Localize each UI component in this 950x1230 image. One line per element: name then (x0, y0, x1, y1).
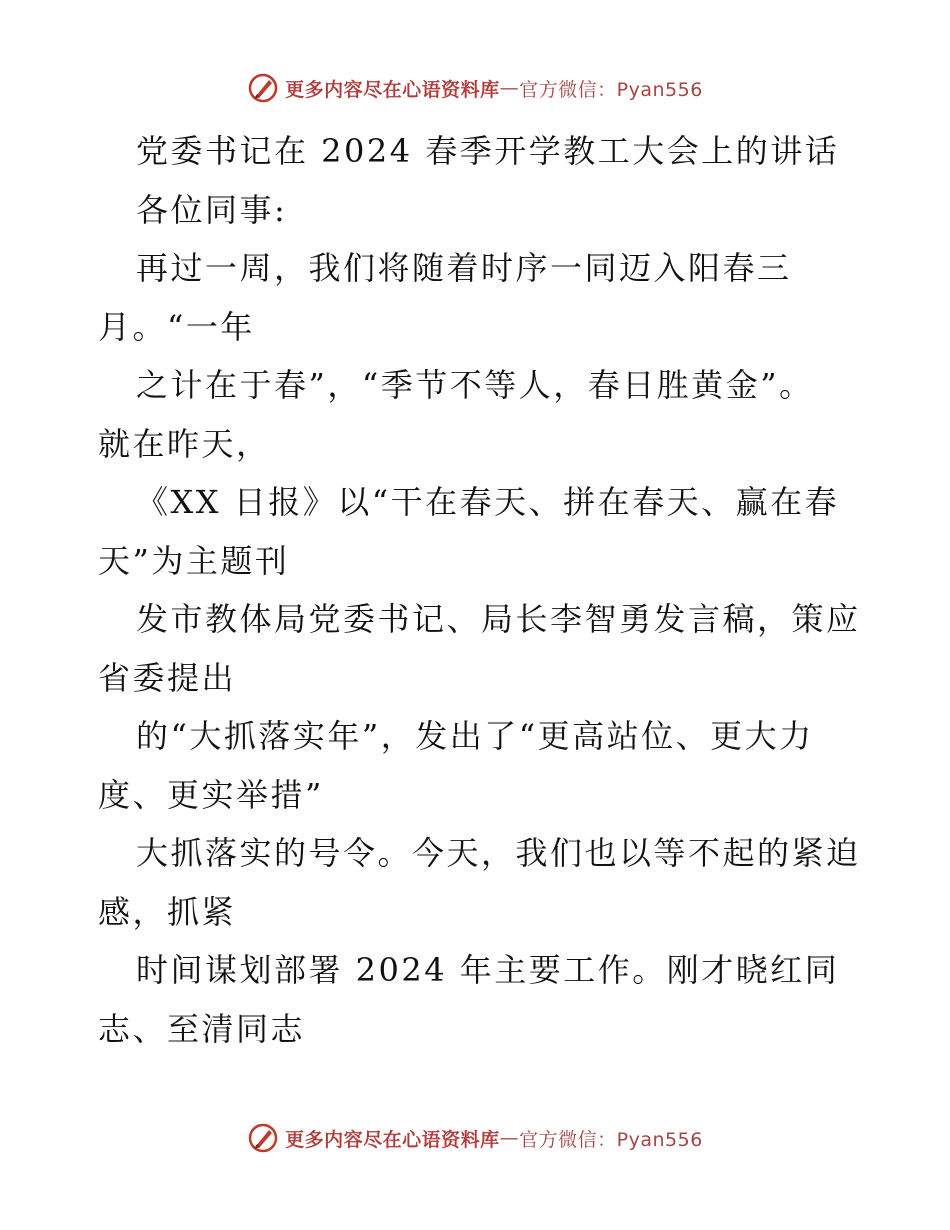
document-line: 就在昨天， (98, 424, 271, 463)
banner-brand-text: 更多内容尽在心语资料库 (285, 1128, 500, 1151)
document-line: 之计在于春”，“季节不等人，春日胜黄金”。 (136, 366, 814, 404)
banner-separator: — (499, 1127, 520, 1149)
document-title-line: 党委书记在 2024 春季开学教工大会上的讲话 (136, 132, 840, 170)
document-line: 志、至清同志 (98, 1009, 306, 1048)
document-line: 《XX 日报》以“干在春天、拼在春天、赢在春 (136, 483, 840, 521)
document-line: 时间谋划部署 2024 年主要工作。刚才晓红同 (136, 951, 840, 989)
footer-watermark (0, 1122, 950, 1154)
banner-brand-text: 更多内容尽在心语资料库 (285, 78, 500, 101)
document-line: 发市教体局党委书记、局长李智勇发言稿，策应 (136, 600, 861, 638)
banner-separator: — (499, 77, 520, 99)
banner-contact-text: 官方微信：Pyan556 (519, 78, 703, 101)
document-line: 的“大抓落实年”，发出了“更高站位、更大力 (136, 717, 814, 755)
document-line: 省委提出 (98, 658, 237, 697)
document-line: 大抓落实的号令。今天，我们也以等不起的紧迫 (136, 834, 861, 872)
document-body (98, 122, 861, 1058)
document-line: 天”为主题刊 (98, 541, 290, 580)
document-line: 度、更实举措” (98, 775, 324, 814)
document-line: 感，抓紧 (98, 892, 237, 931)
quill-pen-logo-icon (247, 1122, 279, 1154)
document-line: 再过一周，我们将随着时序一同迈入阳春三 (136, 249, 792, 287)
document-line: 月。“一年 (98, 307, 255, 346)
quill-pen-logo-icon (247, 72, 279, 104)
header-watermark (0, 72, 950, 104)
document-line: 各位同事: (136, 190, 288, 229)
banner-contact-text: 官方微信：Pyan556 (519, 1128, 703, 1151)
